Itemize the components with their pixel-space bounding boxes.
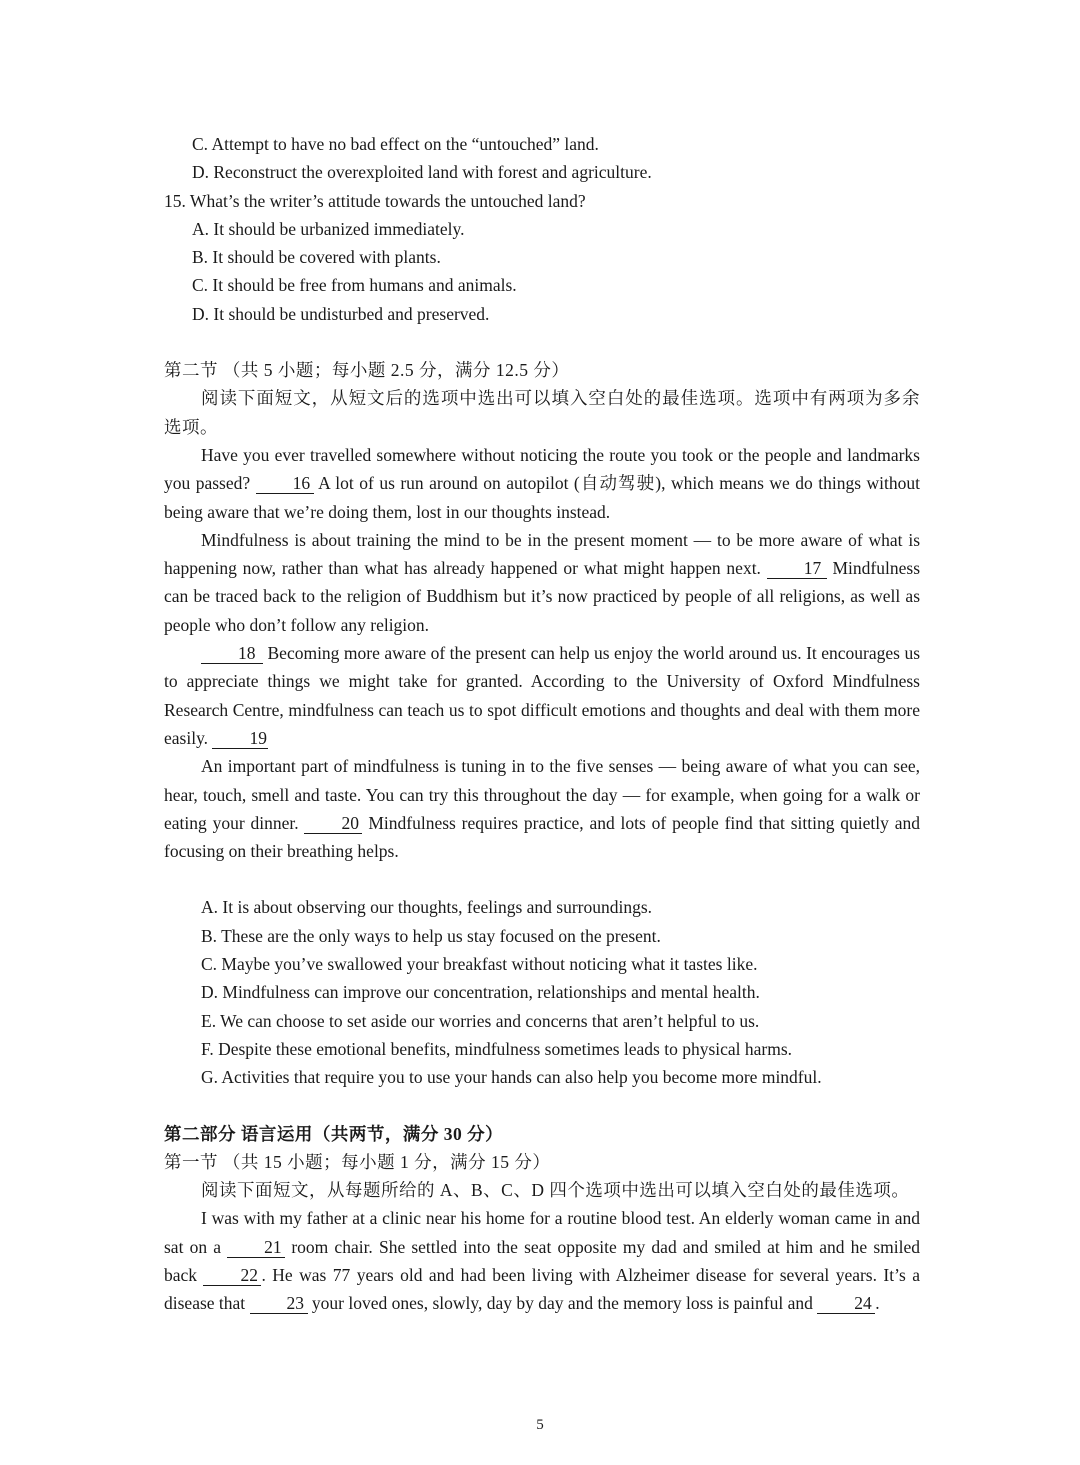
section2-option-e: E. We can choose to set aside our worries and concerns that aren’t helpful to us. <box>201 1010 760 1031</box>
blank-17: 17 <box>767 558 827 579</box>
q15-option-d: D. It should be undisturbed and preserved. <box>192 303 490 324</box>
blank-20: 20 <box>304 813 362 834</box>
cloze-text-d: your loved ones, slowly, day by day and the memory loss is painful and <box>311 1293 813 1314</box>
passage-paragraph-2 <box>164 526 920 639</box>
cloze-text-a: I was with my father at a clinic near his home for a routine blood test. An elderly woman came in and sat on a <box>164 1208 920 1257</box>
passage-paragraph-4 <box>164 752 920 865</box>
blank-18: 18 <box>201 643 263 664</box>
para3-text-a: Becoming more aware of the present can help us enjoy the world around us. It encourages us to appreciate things we might take for granted. According to the University of Oxford Mindfulness Research Centre, mindfulness can teach us to spot difficult emotions and thoughts and deal with them more easily. <box>164 643 921 748</box>
blank-16: 16 <box>256 473 314 494</box>
passage-paragraph-3 <box>164 639 920 752</box>
section2-instruction: 阅读下面短文，从短文后的选项中选出可以填入空白处的最佳选项。选项中有两项为多余选项。 <box>164 388 920 437</box>
part2-instruction: 阅读下面短文，从每题所给的 A、B、C、D 四个选项中选出可以填入空白处的最佳选项。 <box>201 1180 910 1201</box>
para2-text-b: Mindfulness can be traced back to the religion of Buddhism but it’s now practiced by people of all religions, as well as people who don’t follow any religion. <box>164 558 920 635</box>
q14-option-d: D. Reconstruct the overexploited land with forest and agriculture. <box>192 162 652 183</box>
q14-option-c: C. Attempt to have no bad effect on the “untouched” land. <box>192 134 599 154</box>
part2-heading: 第二部分 语言运用（共两节，满分 30 分） <box>164 1123 504 1144</box>
passage-paragraph-1 <box>164 441 920 526</box>
blank-24: 24 <box>817 1293 875 1314</box>
cloze-text-e: . <box>875 1293 880 1314</box>
blank-21: 21 <box>227 1237 285 1258</box>
para1-text-a: Have you ever travelled somewhere without noticing the route you took or the people and landmarks you passed? <box>164 444 920 494</box>
blank-23: 23 <box>250 1293 308 1314</box>
section2-option-d: D. Mindfulness can improve our concentration, relationships and mental health. <box>201 982 760 1003</box>
para4-text-a: An important part of mindfulness is tuning in to the five senses — being aware of what you can see, hear, touch, smell and taste. You can try this throughout the day — for example, when going for a walk or eating your dinner. <box>164 756 920 833</box>
part2-section1-heading: 第一节 （共 15 小题；每小题 1 分，满分 15 分） <box>164 1151 551 1172</box>
para4-text-b: Mindfulness requires practice, and lots of people find that sitting quietly and focusing on their breathing helps. <box>164 812 921 862</box>
section2-option-a: A. It is about observing our thoughts, feelings and surroundings. <box>201 897 653 918</box>
section2-option-b: B. These are the only ways to help us stay focused on the present. <box>201 925 661 946</box>
cloze-passage <box>164 1204 920 1317</box>
q15-option-b: B. It should be covered with plants. <box>192 247 441 268</box>
exam-page <box>164 130 920 1318</box>
page-number: 5 <box>536 1417 544 1433</box>
q15-option-a: A. It should be urbanized immediately. <box>192 218 465 239</box>
q15-question: 15. What’s the writer’s attitude towards the untouched land? <box>164 190 586 211</box>
section2-option-g: G. Activities that require you to use your hands can also help you become more mindful. <box>201 1067 822 1088</box>
blank-19: 19 <box>212 728 268 749</box>
section2-option-c: C. Maybe you’ve swallowed your breakfast without noticing what it tastes like. <box>201 954 758 975</box>
cloze-text-b: room chair. She settled into the seat opposite my dad and smiled at him and he smiled back <box>164 1236 920 1285</box>
blank-22: 22 <box>203 1265 261 1286</box>
cloze-text-c: . He was 77 years old and had been living with Alzheimer disease for several years. It’s a disease that <box>164 1264 920 1314</box>
para2-text-a: Mindfulness is about training the mind to be in the present moment — to be more aware of what is happening now, rather than what has already happened or what might happen next. <box>164 529 920 579</box>
q15-option-c: C. It should be free from humans and animals. <box>192 275 517 296</box>
section2-heading: 第二节 （共 5 小题；每小题 2.5 分，满分 12.5 分） <box>164 360 570 381</box>
para1-text-b: A lot of us run around on autopilot (自动驾驶), which means we do things without being aware that we’re doing them, lost in our thoughts instead. <box>164 473 920 522</box>
section2-option-f: F. Despite these emotional benefits, mindfulness sometimes leads to physical harms. <box>201 1038 793 1059</box>
